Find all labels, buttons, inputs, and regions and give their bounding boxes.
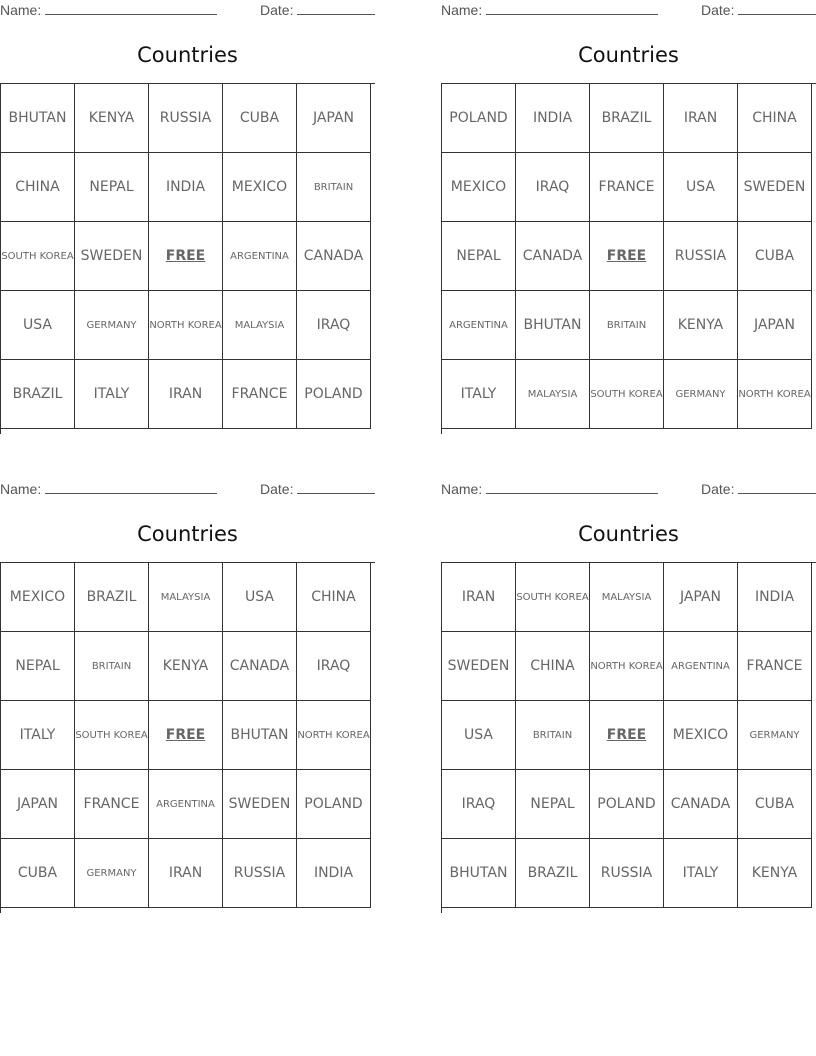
bingo-cell[interactable]: FRANCE [590, 153, 664, 222]
date-label: Date: [701, 481, 735, 497]
bingo-cell[interactable]: BHUTAN [223, 701, 297, 770]
name-field[interactable] [0, 481, 217, 497]
bingo-cell[interactable]: JAPAN [1, 770, 75, 839]
bingo-cell[interactable]: ARGENTINA [149, 770, 223, 839]
bingo-cell[interactable]: ARGENTINA [664, 632, 738, 701]
bingo-cell[interactable]: IRAQ [297, 632, 371, 701]
bingo-card [441, 0, 816, 402]
bingo-cell[interactable]: JAPAN [664, 563, 738, 632]
bingo-cell[interactable]: CANADA [297, 222, 371, 291]
bingo-cell[interactable]: MEXICO [223, 153, 297, 222]
name-label: Name: [441, 2, 483, 18]
free-space-cell[interactable]: FREE [149, 701, 223, 770]
bingo-cell[interactable]: RUSSIA [149, 84, 223, 153]
bingo-cell[interactable]: NEPAL [1, 632, 75, 701]
bingo-cell[interactable]: BRAZIL [1, 360, 75, 429]
name-blank-line[interactable] [486, 481, 658, 494]
bingo-cell[interactable]: IRAN [149, 360, 223, 429]
bingo-cell[interactable]: BHUTAN [516, 291, 590, 360]
bingo-cell[interactable]: FRANCE [738, 632, 812, 701]
bingo-cell[interactable]: CHINA [738, 84, 812, 153]
bingo-cell[interactable]: MEXICO [664, 701, 738, 770]
bingo-cell[interactable]: ARGENTINA [223, 222, 297, 291]
bingo-cell[interactable]: USA [1, 291, 75, 360]
name-field[interactable] [441, 481, 658, 497]
free-space-cell[interactable]: FREE [590, 222, 664, 291]
bingo-cell[interactable]: GERMANY [75, 839, 149, 908]
bingo-cell[interactable]: KENYA [664, 291, 738, 360]
bingo-cell[interactable]: BRITAIN [297, 153, 371, 222]
bingo-cell[interactable]: POLAND [297, 360, 371, 429]
bingo-cell[interactable]: CHINA [516, 632, 590, 701]
date-label: Date: [260, 2, 294, 18]
bingo-cell[interactable]: NORTH KOREA [738, 360, 812, 429]
bingo-cell[interactable]: POLAND [442, 84, 516, 153]
bingo-cell[interactable]: GERMANY [738, 701, 812, 770]
bingo-cell[interactable]: BRITAIN [75, 632, 149, 701]
bingo-cell[interactable]: ITALY [442, 360, 516, 429]
bingo-cell[interactable]: JAPAN [297, 84, 371, 153]
bingo-grid [0, 562, 375, 913]
name-date-line [441, 0, 816, 22]
bingo-cell[interactable]: MALAYSIA [590, 563, 664, 632]
bingo-cell[interactable]: NORTH KOREA [297, 701, 371, 770]
bingo-cell[interactable]: ARGENTINA [442, 291, 516, 360]
bingo-card [0, 479, 375, 881]
bingo-cell[interactable]: RUSSIA [223, 839, 297, 908]
bingo-cell[interactable]: INDIA [516, 84, 590, 153]
date-field[interactable] [260, 481, 375, 497]
card-title: Countries [578, 522, 679, 546]
bingo-cell[interactable]: MEXICO [1, 563, 75, 632]
bingo-grid [441, 562, 816, 913]
bingo-cell[interactable]: BHUTAN [1, 84, 75, 153]
bingo-cell[interactable]: BRAZIL [590, 84, 664, 153]
bingo-cell[interactable]: SWEDEN [75, 222, 149, 291]
bingo-cell[interactable]: SWEDEN [442, 632, 516, 701]
date-field[interactable] [701, 481, 816, 497]
bingo-cell[interactable]: ITALY [664, 839, 738, 908]
bingo-cell[interactable]: CHINA [1, 153, 75, 222]
name-field[interactable] [0, 2, 217, 18]
bingo-cell[interactable]: INDIA [297, 839, 371, 908]
bingo-cell[interactable]: SWEDEN [738, 153, 812, 222]
bingo-cell[interactable]: KENYA [738, 839, 812, 908]
bingo-cell[interactable]: BRAZIL [75, 563, 149, 632]
name-blank-line[interactable] [45, 2, 217, 15]
date-field[interactable] [260, 2, 375, 18]
name-date-line [0, 479, 375, 501]
bingo-cell[interactable]: USA [664, 153, 738, 222]
bingo-cell[interactable]: SOUTH KOREA [590, 360, 664, 429]
date-blank-line[interactable] [297, 2, 375, 15]
date-blank-line[interactable] [738, 2, 816, 15]
bingo-cell[interactable]: POLAND [297, 770, 371, 839]
bingo-cell[interactable]: JAPAN [738, 291, 812, 360]
bingo-cell[interactable]: IRAQ [297, 291, 371, 360]
bingo-cell[interactable]: POLAND [590, 770, 664, 839]
bingo-cell[interactable]: NEPAL [516, 770, 590, 839]
bingo-cell[interactable]: SOUTH KOREA [1, 222, 75, 291]
bingo-cell[interactable]: USA [223, 563, 297, 632]
bingo-cell[interactable]: CANADA [223, 632, 297, 701]
name-date-line [0, 0, 375, 22]
bingo-cell[interactable]: USA [442, 701, 516, 770]
bingo-cell[interactable]: IRAQ [442, 770, 516, 839]
free-space-cell[interactable]: FREE [590, 701, 664, 770]
bingo-cell[interactable]: BHUTAN [442, 839, 516, 908]
date-label: Date: [260, 481, 294, 497]
bingo-cell[interactable]: NORTH KOREA [590, 632, 664, 701]
name-date-line [441, 479, 816, 501]
bingo-cell[interactable]: CUBA [1, 839, 75, 908]
bingo-cell[interactable]: ITALY [1, 701, 75, 770]
bingo-cell[interactable]: SWEDEN [223, 770, 297, 839]
bingo-cell[interactable]: MALAYSIA [223, 291, 297, 360]
bingo-cell[interactable]: RUSSIA [664, 222, 738, 291]
card-title: Countries [137, 522, 238, 546]
bingo-cell[interactable]: MALAYSIA [516, 360, 590, 429]
date-label: Date: [701, 2, 735, 18]
date-blank-line[interactable] [297, 481, 375, 494]
name-field[interactable] [441, 2, 658, 18]
name-blank-line[interactable] [486, 2, 658, 15]
bingo-card [441, 479, 816, 881]
bingo-cell[interactable]: KENYA [75, 84, 149, 153]
bingo-cell[interactable]: GERMANY [75, 291, 149, 360]
bingo-cell[interactable]: BRAZIL [516, 839, 590, 908]
bingo-cell[interactable]: INDIA [738, 563, 812, 632]
name-label: Name: [0, 481, 42, 497]
bingo-cell[interactable]: GERMANY [664, 360, 738, 429]
bingo-cell[interactable]: CUBA [738, 222, 812, 291]
bingo-cell[interactable]: MALAYSIA [149, 563, 223, 632]
bingo-grid [441, 83, 816, 434]
bingo-card [0, 0, 375, 402]
bingo-cell[interactable]: FRANCE [223, 360, 297, 429]
bingo-cell[interactable]: SOUTH KOREA [516, 563, 590, 632]
bingo-cell[interactable]: KENYA [149, 632, 223, 701]
bingo-cell[interactable]: IRAQ [516, 153, 590, 222]
bingo-cell[interactable]: CHINA [297, 563, 371, 632]
bingo-cell[interactable]: CANADA [516, 222, 590, 291]
bingo-cell[interactable]: IRAN [664, 84, 738, 153]
name-label: Name: [0, 2, 42, 18]
bingo-cell[interactable]: CANADA [664, 770, 738, 839]
bingo-cell[interactable]: SOUTH KOREA [75, 701, 149, 770]
bingo-cell[interactable]: NEPAL [442, 222, 516, 291]
bingo-cell[interactable]: RUSSIA [590, 839, 664, 908]
card-title: Countries [578, 43, 679, 67]
bingo-cell[interactable]: BRITAIN [590, 291, 664, 360]
bingo-cell[interactable]: FRANCE [75, 770, 149, 839]
bingo-cell[interactable]: ITALY [75, 360, 149, 429]
bingo-cell[interactable]: MEXICO [442, 153, 516, 222]
date-field[interactable] [701, 2, 816, 18]
name-blank-line[interactable] [45, 481, 217, 494]
card-title: Countries [137, 43, 238, 67]
free-space-cell[interactable]: FREE [149, 222, 223, 291]
date-blank-line[interactable] [738, 481, 816, 494]
bingo-cell[interactable]: BRITAIN [516, 701, 590, 770]
bingo-cell[interactable]: INDIA [149, 153, 223, 222]
bingo-cell[interactable]: CUBA [223, 84, 297, 153]
bingo-grid [0, 83, 375, 434]
bingo-cell[interactable]: IRAN [149, 839, 223, 908]
bingo-cell[interactable]: NORTH KOREA [149, 291, 223, 360]
bingo-cell[interactable]: NEPAL [75, 153, 149, 222]
name-label: Name: [441, 481, 483, 497]
bingo-cell[interactable]: IRAN [442, 563, 516, 632]
bingo-cell[interactable]: CUBA [738, 770, 812, 839]
